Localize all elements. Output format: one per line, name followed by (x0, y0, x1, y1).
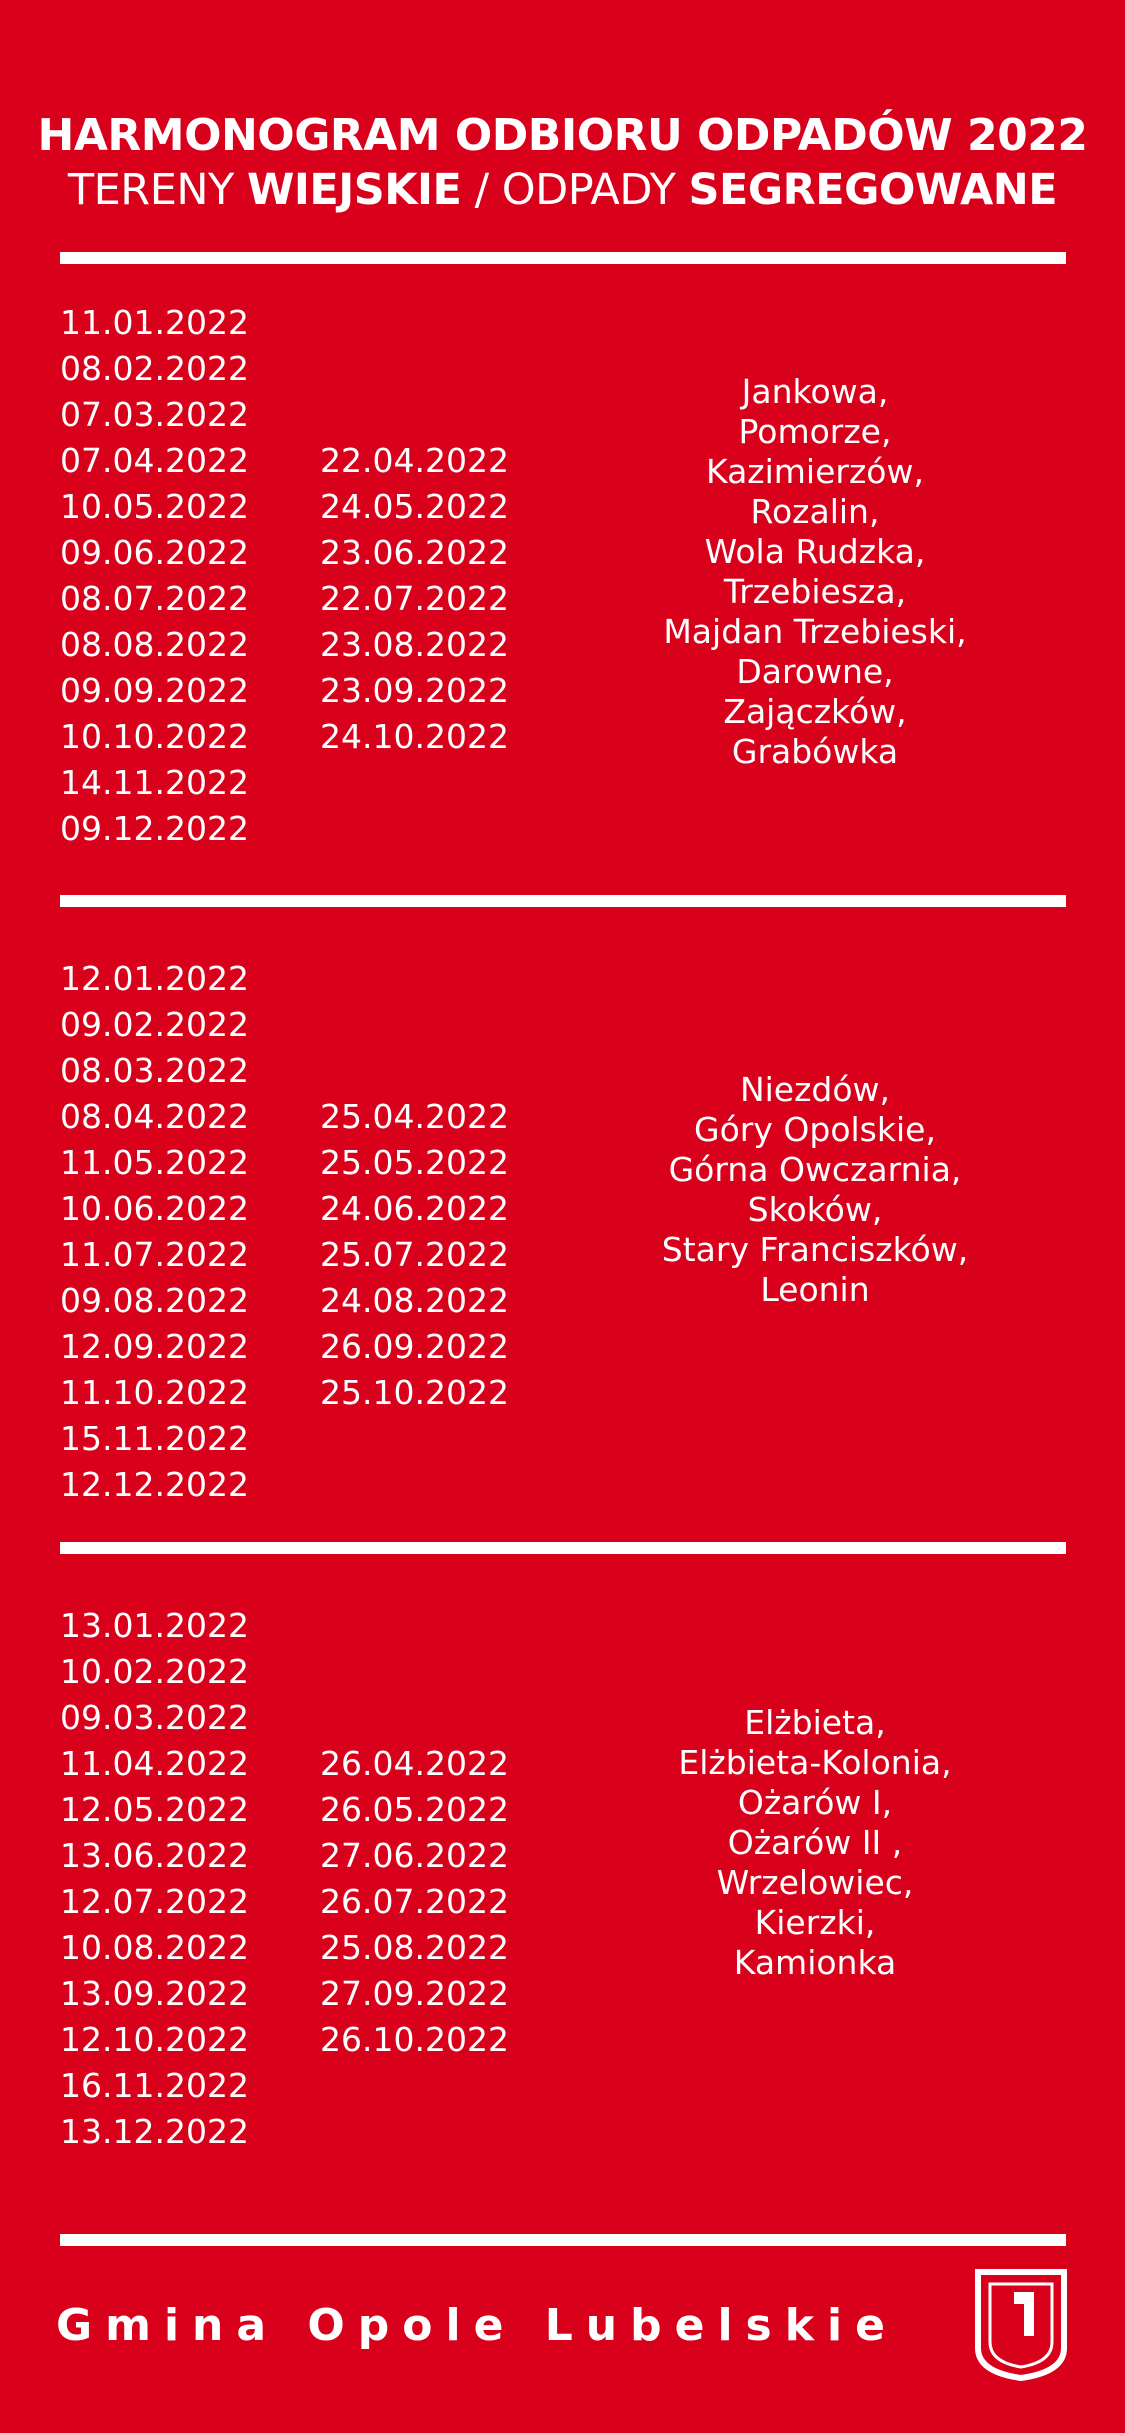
collection-date: 11.07.2022 (60, 1235, 249, 1274)
subtitle-area-label: TERENY (67, 165, 247, 215)
collection-date: 11.05.2022 (60, 1143, 249, 1182)
collection-date: 07.04.2022 (60, 441, 249, 480)
collection-date: 09.06.2022 (60, 533, 249, 572)
collection-date: 15.11.2022 (60, 1419, 249, 1458)
collection-date: 12.09.2022 (60, 1327, 249, 1366)
collection-date (320, 1649, 509, 1695)
place-name: Elżbieta, (744, 1703, 886, 1742)
place-name: Ożarów I, (737, 1783, 893, 1822)
collection-date (320, 2109, 509, 2155)
place-name: Górna Owczarnia, (668, 1150, 962, 1189)
divider-2 (60, 1542, 1066, 1554)
collection-date: 10.05.2022 (60, 487, 249, 526)
collection-date: 12.05.2022 (60, 1790, 249, 1829)
collection-date: 26.05.2022 (320, 1790, 509, 1829)
places-list (640, 1070, 990, 1310)
collection-date (320, 300, 509, 346)
collection-date (320, 956, 509, 1002)
place-name: Góry Opolskie, (694, 1110, 936, 1149)
collection-date: 23.06.2022 (320, 533, 509, 572)
collection-date (320, 760, 509, 806)
place-name: Kierzki, (754, 1903, 876, 1942)
collection-date: 27.06.2022 (320, 1836, 509, 1875)
dates-column-first (60, 1603, 249, 2155)
collection-date: 09.09.2022 (60, 671, 249, 710)
collection-date: 13.01.2022 (60, 1606, 249, 1645)
place-name: Leonin (760, 1270, 870, 1309)
collection-date: 25.08.2022 (320, 1928, 509, 1967)
place-name: Niezdów, (739, 1070, 891, 1109)
divider-bottom (60, 2234, 1066, 2246)
collection-date: 10.10.2022 (60, 717, 249, 756)
collection-date: 16.11.2022 (60, 2066, 249, 2105)
collection-date: 11.04.2022 (60, 1744, 249, 1783)
collection-date: 26.04.2022 (320, 1744, 509, 1783)
collection-date (320, 1048, 509, 1094)
subtitle-waste-label: / ODPADY (461, 165, 689, 215)
divider-top (60, 252, 1066, 264)
place-name: Skoków, (747, 1190, 883, 1229)
collection-date: 23.09.2022 (320, 671, 509, 710)
collection-date: 10.08.2022 (60, 1928, 249, 1967)
place-name: Zajączków, (723, 692, 907, 731)
place-name: Jankowa, (741, 372, 889, 411)
subtitle-waste-value: SEGREGOWANE (688, 165, 1058, 215)
collection-date: 13.06.2022 (60, 1836, 249, 1875)
collection-date: 25.04.2022 (320, 1097, 509, 1136)
collection-date: 25.05.2022 (320, 1143, 509, 1182)
schedule-section-1 (0, 300, 1125, 860)
collection-date (320, 346, 509, 392)
dates-column-second (320, 956, 509, 1508)
collection-date: 09.12.2022 (60, 809, 249, 848)
collection-date: 09.08.2022 (60, 1281, 249, 1320)
collection-date: 26.07.2022 (320, 1882, 509, 1921)
collection-date: 08.02.2022 (60, 349, 249, 388)
place-name: Kazimierzów, (706, 452, 924, 491)
collection-date: 11.10.2022 (60, 1373, 249, 1412)
collection-date (320, 1462, 509, 1508)
collection-date: 09.03.2022 (60, 1698, 249, 1737)
collection-date: 24.08.2022 (320, 1281, 509, 1320)
collection-date: 10.02.2022 (60, 1652, 249, 1691)
dates-column-first (60, 300, 249, 852)
place-name: Rozalin, (750, 492, 880, 531)
collection-date: 08.04.2022 (60, 1097, 249, 1136)
collection-date: 14.11.2022 (60, 763, 249, 802)
page-subtitle (0, 162, 1125, 218)
places-list (640, 1703, 990, 1983)
places-list (640, 372, 990, 772)
collection-date: 07.03.2022 (60, 395, 249, 434)
collection-date: 26.10.2022 (320, 2020, 509, 2059)
collection-date (320, 806, 509, 852)
collection-date (320, 2063, 509, 2109)
collection-date: 22.07.2022 (320, 579, 509, 618)
place-name: Kamionka (733, 1943, 897, 1982)
collection-date: 26.09.2022 (320, 1327, 509, 1366)
collection-date: 08.03.2022 (60, 1051, 249, 1090)
collection-date: 25.07.2022 (320, 1235, 509, 1274)
collection-date: 08.07.2022 (60, 579, 249, 618)
place-name: Majdan Trzebieski, (663, 612, 967, 651)
collection-date: 22.04.2022 (320, 441, 509, 480)
collection-date: 27.09.2022 (320, 1974, 509, 2013)
dates-column-first (60, 956, 249, 1508)
page-title: HARMONOGRAM ODBIORU ODPADÓW 2022 (37, 110, 1088, 161)
collection-date: 10.06.2022 (60, 1189, 249, 1228)
place-name: Elżbieta-Kolonia, (678, 1743, 952, 1782)
collection-date: 12.01.2022 (60, 959, 249, 998)
collection-date: 08.08.2022 (60, 625, 249, 664)
subtitle-area-value: WIEJSKIE (246, 165, 462, 215)
collection-date: 11.01.2022 (60, 303, 249, 342)
collection-date: 13.09.2022 (60, 1974, 249, 2013)
place-name: Trzebiesza, (723, 572, 907, 611)
divider-1 (60, 895, 1066, 907)
collection-date: 12.12.2022 (60, 1465, 249, 1504)
collection-date: 24.05.2022 (320, 487, 509, 526)
dates-column-second (320, 1603, 509, 2155)
schedule-section-3 (0, 1603, 1125, 2163)
collection-date: 25.10.2022 (320, 1373, 509, 1412)
place-name: Darowne, (736, 652, 894, 691)
place-name: Wola Rudzka, (704, 532, 926, 571)
place-name: Pomorze, (738, 412, 892, 451)
municipality-name: Gmina Opole Lubelskie (56, 2300, 898, 2351)
collection-date: 24.06.2022 (320, 1189, 509, 1228)
collection-date: 13.12.2022 (60, 2112, 249, 2151)
collection-date: 23.08.2022 (320, 625, 509, 664)
collection-date (320, 392, 509, 438)
place-name: Wrzelowiec, (716, 1863, 914, 1902)
collection-date: 09.02.2022 (60, 1005, 249, 1044)
collection-date: 12.07.2022 (60, 1882, 249, 1921)
municipal-crest-icon (974, 2268, 1068, 2382)
place-name: Ożarów II , (727, 1823, 903, 1862)
collection-date (320, 1603, 509, 1649)
collection-date: 12.10.2022 (60, 2020, 249, 2059)
collection-date: 24.10.2022 (320, 717, 509, 756)
collection-date (320, 1695, 509, 1741)
collection-date (320, 1416, 509, 1462)
schedule-section-2 (0, 956, 1125, 1516)
collection-date (320, 1002, 509, 1048)
place-name: Stary Franciszków, (661, 1230, 969, 1269)
dates-column-second (320, 300, 509, 852)
place-name: Grabówka (731, 732, 899, 771)
